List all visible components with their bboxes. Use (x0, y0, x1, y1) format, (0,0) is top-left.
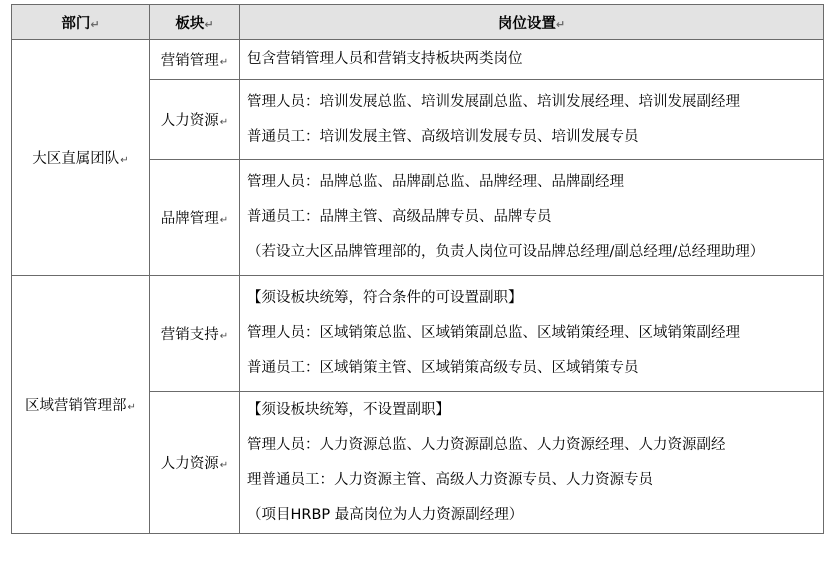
position-line: 管理人员：区域销策总监、区域销策副总监、区域销策经理、区域销策副经理 (247, 325, 740, 341)
position-line: 【须设板块统筹，不设置副职】 (247, 401, 450, 418)
sector-cell: 营销管理↵ (150, 40, 240, 80)
positions-cell (240, 392, 824, 534)
positions-cell (240, 80, 824, 160)
position-table (11, 4, 824, 534)
table-row (12, 276, 824, 392)
position-line: 普通员工：培训发展主管、高级培训发展专员、培训发展专员 (247, 128, 639, 145)
dept-cell: 区域营销管理部↵ (12, 276, 150, 534)
dept-cell: 大区直属团队↵ (12, 40, 150, 276)
position-line: 普通员工：品牌主管、高级品牌专员、品牌专员 (247, 209, 552, 225)
header-row (12, 5, 824, 40)
positions-cell (240, 276, 824, 392)
position-line: 管理人员：人力资源总监、人力资源副总监、人力资源经理、人力资源副经 (247, 436, 726, 453)
position-line: 管理人员：品牌总监、品牌副总监、品牌经理、品牌副经理 (247, 174, 624, 190)
header-positions: 岗位设置↵ (240, 5, 824, 40)
position-line: 普通员工：区域销策主管、区域销策高级专员、区域销策专员 (247, 360, 639, 376)
header-dept: 部门↵ (12, 5, 150, 40)
sector-cell: 营销支持↵ (150, 276, 240, 392)
position-line: 理普通员工：人力资源主管、高级人力资源专员、人力资源专员 (247, 471, 653, 488)
position-line: 【须设板块统筹，符合条件的可设置副职】 (247, 290, 523, 306)
sector-cell: 品牌管理↵ (150, 160, 240, 276)
positions-cell (240, 40, 824, 80)
header-sector: 板块↵ (150, 5, 240, 40)
position-line: 包含营销管理人员和营销支持板块两类岗位 (247, 51, 523, 67)
sector-cell: 人力资源↵ (150, 80, 240, 160)
table-row (12, 40, 824, 80)
position-line: 管理人员：培训发展总监、培训发展副总监、培训发展经理、培训发展副经理 (247, 93, 740, 110)
position-line: （项目HRBP 最高岗位为人力资源副经理） (247, 506, 524, 523)
position-line: （若设立大区品牌管理部的，负责人岗位可设品牌总经理/副总经理/总经理助理） (247, 244, 765, 260)
sector-cell: 人力资源↵ (150, 392, 240, 534)
positions-cell (240, 160, 824, 276)
